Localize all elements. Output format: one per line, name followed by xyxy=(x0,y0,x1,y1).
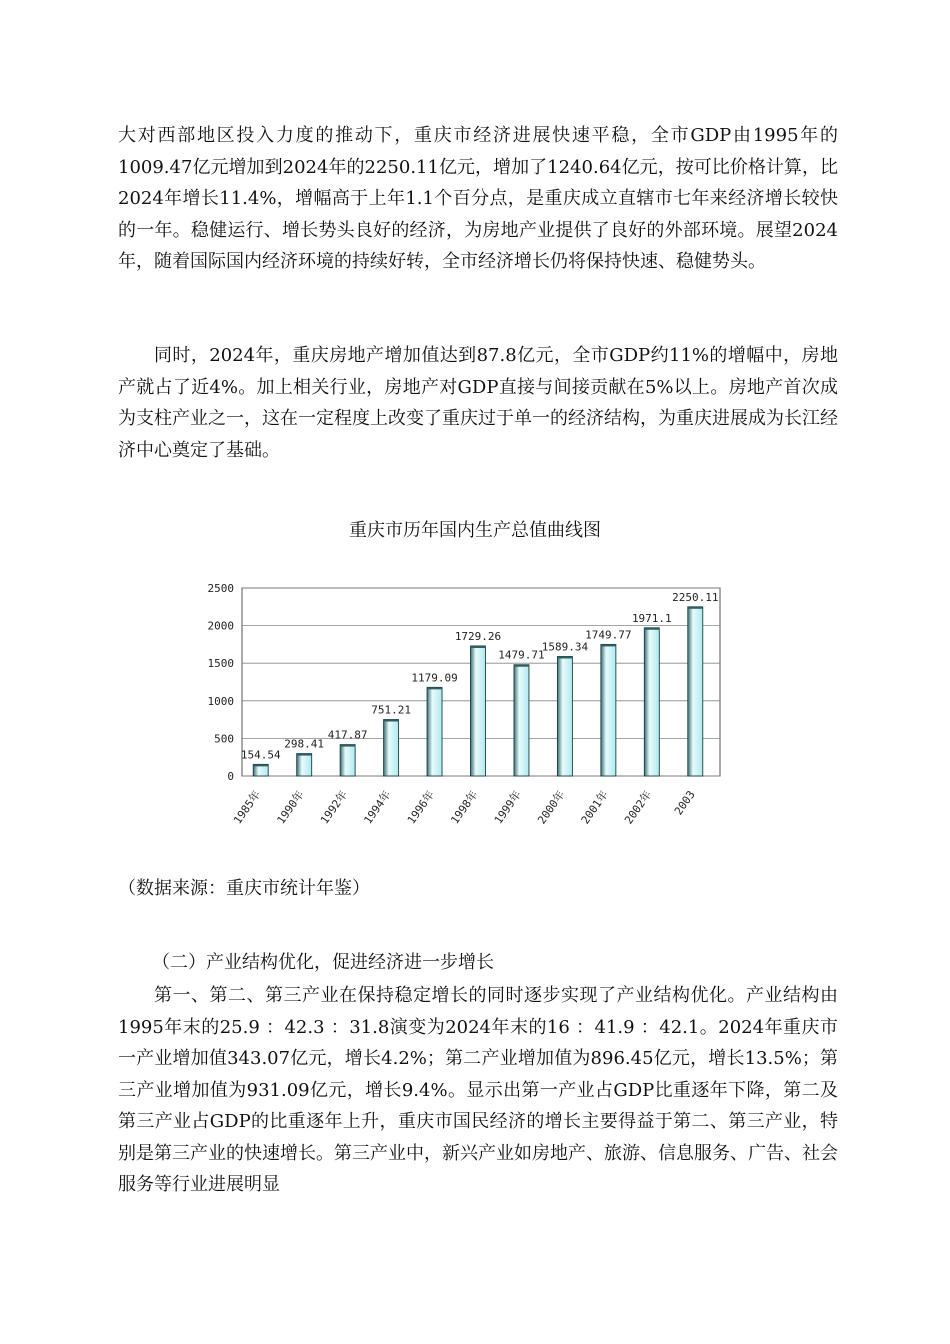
data-label: 154.54 xyxy=(240,748,281,762)
x-tick-label: 1999年 xyxy=(491,788,524,827)
bar-cap xyxy=(688,607,703,609)
bar-cap xyxy=(514,665,529,667)
x-tick-label: 1990年 xyxy=(274,788,307,827)
data-label: 298.41 xyxy=(284,737,325,751)
gdp-bar-chart xyxy=(190,572,750,862)
x-tick-label: 1996年 xyxy=(404,788,438,827)
bar xyxy=(297,754,312,776)
paragraph-real-estate: 同时，2024年，重庆房地产增加值达到87.8亿元，全市GDP约11%的增幅中，房地产就占了近4%。加上相关行业，房地产对GDP直接与间接贡献在5%以上。房地产首次成为支柱产业之一，这在一定程度上改变了重庆过于单一的经济结构，为重庆进展成为长江经济中心奠定了基础。 xyxy=(118,345,838,461)
bar-cap xyxy=(253,764,268,766)
data-label: 2250.11 xyxy=(672,590,719,604)
data-label: 1589.34 xyxy=(541,640,589,654)
bar-cap xyxy=(557,656,572,658)
bar-cap xyxy=(601,644,616,646)
section-heading: （二）产业结构优化，促进经济进一步增长 xyxy=(152,952,494,973)
paragraph-industry-structure: 第一、第二、第三产业在保持稳定增长的同时逐步实现了产业结构优化。产业结构由1995年末的25.9 ：42.3 ：31.8演变为2024年末的16 ：41.9 ：42.1。2024年重庆市一产业增加值343.07亿元，增长4.2%；第二产业增加值为896.45亿元，增长13.5%；第三产业增加值为931.09亿元，增长9.4%。显示出第一产业占GDP比重逐年下降，第二及第三产业占GDP的比重逐年上升，重庆市国民经济的增长主要得益于第二、第三产业，特别是第三产业的快速增长。第三产业中，新兴产业如房地产、旅游、信息服务、广告、社会服务等行业进展明显 xyxy=(118,985,838,1195)
chart-title: 重庆市历年国内生产总值曲线图 xyxy=(349,520,601,541)
y-tick-label: 0 xyxy=(227,770,234,783)
chart-svg xyxy=(190,572,750,862)
data-label: 1729.26 xyxy=(454,629,502,643)
y-tick-label: 1000 xyxy=(207,694,234,708)
x-tick-label: 2003 xyxy=(671,788,698,818)
x-tick-label: 2001年 xyxy=(578,788,611,827)
bar xyxy=(557,656,572,776)
x-tick-label: 1994年 xyxy=(361,788,394,827)
bar-cap xyxy=(297,754,312,756)
bar-cap xyxy=(471,646,486,648)
y-tick-label: 2500 xyxy=(207,582,234,595)
x-tick-label: 1998年 xyxy=(448,788,481,827)
data-label: 1179.09 xyxy=(411,671,458,685)
data-label: 1749.77 xyxy=(585,628,632,642)
bar xyxy=(471,646,486,776)
paragraph-gdp-overview: 大对西部地区投入力度的推动下，重庆市经济进展快速平稳，全市GDP由1995年的1009.47亿元增加到2024年的2250.11亿元，增加了1240.64亿元，按可比价格计算，比2024年增长11.4%，增幅高于上年1.1个百分点，是重庆成立直辖市七年来经济增长较快的一年。稳健运行、增长势头良好的经济，为房地产业提供了良好的外部环境。展望2024年，随着国际国内经济环境的持续好转，全市经济增长仍将保持快速、稳健势头。 xyxy=(118,125,838,272)
bar xyxy=(514,665,529,776)
y-tick-label: 1500 xyxy=(207,657,234,671)
bar-cap xyxy=(340,745,355,747)
x-tick-label: 1992年 xyxy=(317,788,351,827)
data-label: 751.21 xyxy=(371,703,411,717)
bar xyxy=(340,745,355,776)
y-tick-label: 2000 xyxy=(207,619,234,633)
bar-cap xyxy=(644,628,659,630)
x-tick-label: 2002年 xyxy=(622,788,655,827)
bar-cap xyxy=(384,720,399,722)
data-label: 1479.71 xyxy=(498,648,545,662)
y-tick-label: 500 xyxy=(214,732,234,746)
x-tick-label: 1985年 xyxy=(231,788,264,827)
bar xyxy=(644,628,659,776)
bar-cap xyxy=(427,687,442,689)
bar xyxy=(384,720,399,776)
x-tick-label: 2000年 xyxy=(535,788,568,827)
data-label: 417.87 xyxy=(327,728,368,742)
data-label: 1971.1 xyxy=(631,611,672,625)
bar xyxy=(427,687,442,776)
bar xyxy=(601,644,616,776)
bar xyxy=(688,607,703,776)
data-source-note: （数据来源：重庆市统计年鉴） xyxy=(118,878,370,899)
